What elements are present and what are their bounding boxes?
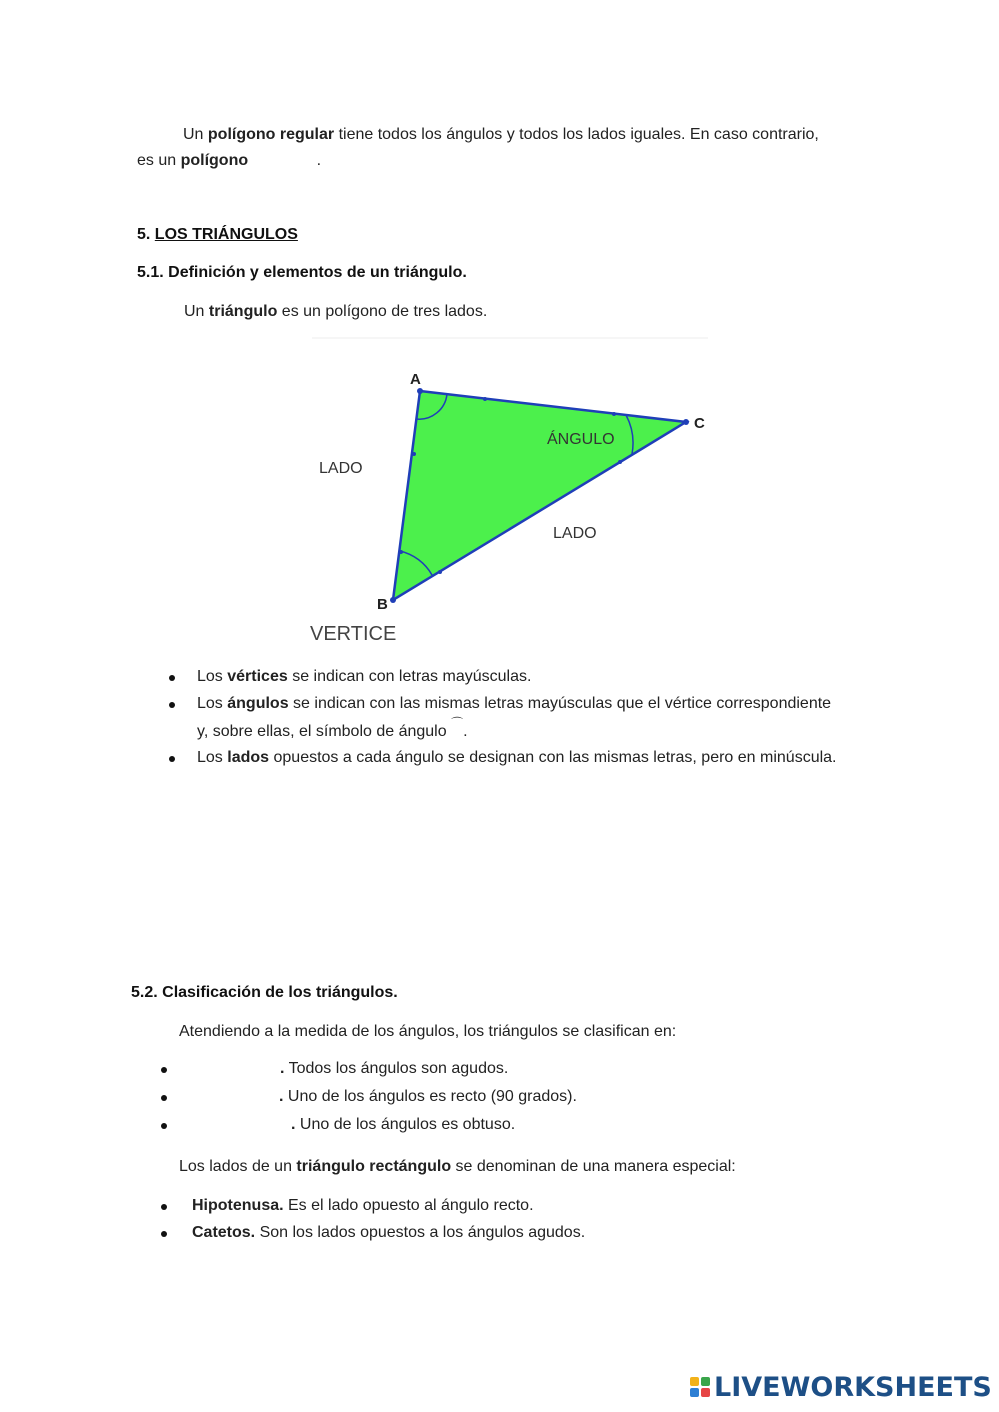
side-label-left: LADO [319,460,363,477]
vertex-label-c: C [694,415,705,432]
vertex-point-c [683,419,689,425]
classification-item-acute: . Todos los ángulos son agudos. [280,1060,509,1077]
bullet-dot [169,702,175,708]
triangle-shape [393,391,686,600]
bullet-angles: Los ángulos se indican con las mismas letras mayúsculas que el vértice correspondiente [197,695,832,712]
logo-square [690,1377,699,1386]
hypotenuse-item: Hipotenusa. Es el lado opuesto al ángulo recto. [192,1197,534,1214]
vertex-label-a: A [410,371,421,388]
vertex-point-a [417,388,423,394]
logo-square [701,1377,710,1386]
side-point [612,412,616,416]
side-point [412,452,416,456]
side-label-bottom: LADO [553,525,597,542]
liveworksheets-logo-icon [690,1377,710,1397]
right-triangle-intro: Los lados de un triángulo rectángulo se denominan de una manera especial: [179,1158,736,1175]
legs-item: Catetos. Son los lados opuestos a los ángulos agudos. [192,1224,586,1241]
bullet-dot [161,1095,167,1101]
triangle-diagram [0,0,999,700]
bullet-vertices: Los vértices se indican con letras mayúsculas. [197,668,532,685]
vertex-point-b [390,597,396,603]
bullet-dot [169,675,175,681]
bullet-dot [161,1123,167,1129]
logo-square [690,1388,699,1397]
logo-text: LIVEWORKSHEETS [714,1371,992,1403]
angle-label: ÁNGULO [547,431,615,448]
classification-intro: Atendiendo a la medida de los ángulos, los triángulos se clasifican en: [179,1023,677,1040]
side-point [438,570,442,574]
bullet-dot [169,756,175,762]
liveworksheets-logo[interactable] [690,1370,992,1404]
bullet-dot [161,1204,167,1210]
triangle-definition: Un triángulo es un polígono de tres lados. [184,303,488,320]
intro-line-1: Un polígono regular tiene todos los ángulos y todos los lados iguales. En caso contrario, [183,126,819,143]
side-point [483,397,487,401]
section-5-heading: 5. LOS TRIÁNGULOS [137,226,298,243]
bullet-dot [161,1067,167,1073]
side-point [618,460,622,464]
section-5-2-heading: 5.2. Clasificación de los triángulos. [131,984,398,1001]
bullet-dot [161,1231,167,1237]
vertex-caption: VERTICE [310,623,397,645]
classification-item-right: . Uno de los ángulos es recto (90 grados). [279,1088,577,1105]
classification-item-obtuse: . Uno de los ángulos es obtuso. [291,1116,516,1133]
logo-square [701,1388,710,1397]
bullet-sides: Los lados opuestos a cada ángulo se designan con las mismas letras, pero en minúscula. [197,749,837,766]
side-point [399,550,403,554]
angle-symbol: ⌒ [451,716,464,730]
bullet-angles-continuation: y, sobre ellas, el símbolo de ángulo ⌒. [197,716,468,740]
section-5-1-heading: 5.1. Definición y elementos de un triángulo. [137,264,467,281]
vertex-label-b: B [377,596,388,613]
intro-line-2: es un polígono . [137,152,322,169]
